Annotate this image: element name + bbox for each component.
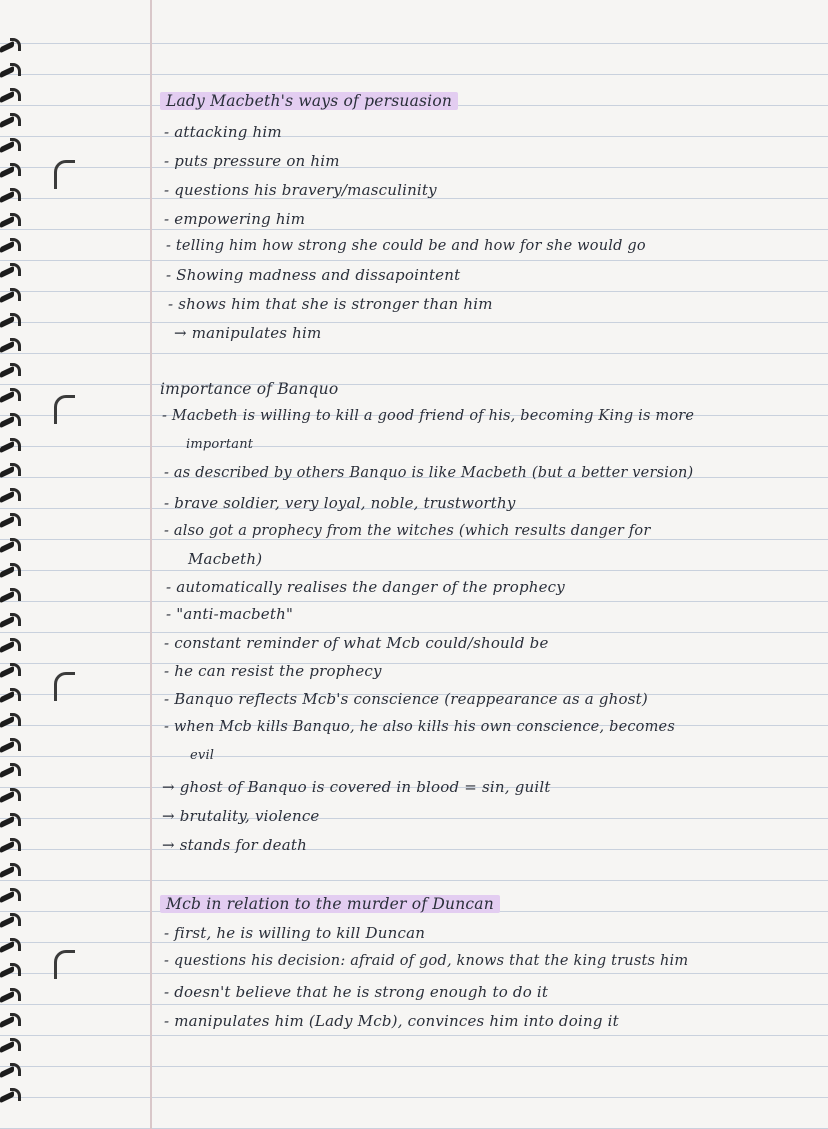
spiral-hook <box>0 538 22 552</box>
spiral-hook <box>0 863 22 877</box>
binder-hole <box>54 160 75 189</box>
note-line: → ghost of Banquo is covered in blood = sin, guilt <box>162 778 551 796</box>
spiral-hook <box>0 913 22 927</box>
spiral-hook <box>0 513 22 527</box>
spiral-hook <box>0 1088 22 1102</box>
spiral-hook <box>0 838 22 852</box>
note-line: - doesn't believe that he is strong enough to do it <box>164 983 549 1001</box>
spiral-hook <box>0 313 22 327</box>
spiral-hook <box>0 588 22 602</box>
note-line: - "anti-macbeth" <box>166 605 294 623</box>
note-line: - he can resist the prophecy <box>164 662 382 680</box>
spiral-hook <box>0 638 22 652</box>
spiral-binding <box>0 0 22 1129</box>
spiral-hook <box>0 763 22 777</box>
note-line: - automatically realises the danger of the prophecy <box>166 578 565 596</box>
binder-hole <box>54 950 75 979</box>
note-line: - first, he is willing to kill Duncan <box>164 924 426 942</box>
note-line: - brave soldier, very loyal, noble, trustworthy <box>164 494 516 512</box>
spiral-hook <box>0 263 22 277</box>
binder-hole <box>54 395 75 424</box>
note-line: - when Mcb kills Banquo, he also kills his own conscience, becomes <box>164 719 675 735</box>
spiral-hook <box>0 288 22 302</box>
binder-hole <box>54 672 75 701</box>
note-line: important <box>186 437 254 452</box>
note-line: - questions his decision: afraid of god, knows that the king trusts him <box>164 953 689 969</box>
spiral-hook <box>0 188 22 202</box>
note-line: → stands for death <box>162 836 307 854</box>
spiral-hook <box>0 613 22 627</box>
note-line: - Banquo reflects Mcb's conscience (reappearance as a ghost) <box>164 690 648 708</box>
spiral-hook <box>0 138 22 152</box>
note-line: - as described by others Banquo is like Macbeth (but a better version) <box>164 465 694 481</box>
spiral-hook <box>0 1038 22 1052</box>
note-line: - questions his bravery/masculinity <box>164 181 437 199</box>
note-line: - constant reminder of what Mcb could/should be <box>164 634 549 652</box>
section-heading: Mcb in relation to the murder of Duncan <box>160 895 500 913</box>
note-line: - manipulates him (Lady Mcb), convinces him into doing it <box>164 1012 619 1030</box>
spiral-hook <box>0 238 22 252</box>
spiral-hook <box>0 413 22 427</box>
spiral-hook <box>0 363 22 377</box>
spiral-hook <box>0 388 22 402</box>
spiral-hook <box>0 688 22 702</box>
spiral-hook <box>0 1063 22 1077</box>
note-line: - telling him how strong she could be and how for she would go <box>166 238 646 254</box>
spiral-hook <box>0 488 22 502</box>
spiral-hook <box>0 813 22 827</box>
note-line: - attacking him <box>164 123 282 141</box>
section-heading: Lady Macbeth's ways of persuasion <box>160 92 458 110</box>
section-heading: importance of Banquo <box>160 380 339 398</box>
spiral-hook <box>0 438 22 452</box>
note-line: - empowering him <box>164 210 306 228</box>
spiral-hook <box>0 38 22 52</box>
spiral-hook <box>0 963 22 977</box>
spiral-hook <box>0 563 22 577</box>
spiral-hook <box>0 663 22 677</box>
spiral-hook <box>0 788 22 802</box>
spiral-hook <box>0 938 22 952</box>
spiral-hook <box>0 713 22 727</box>
spiral-hook <box>0 988 22 1002</box>
note-line: → manipulates him <box>174 324 322 342</box>
spiral-hook <box>0 88 22 102</box>
margin-line <box>150 0 152 1129</box>
spiral-hook <box>0 463 22 477</box>
spiral-hook <box>0 213 22 227</box>
note-line: - Showing madness and dissapointent <box>166 266 461 284</box>
spiral-hook <box>0 888 22 902</box>
spiral-hook <box>0 63 22 77</box>
note-line: - also got a prophecy from the witches (which results danger for <box>164 523 651 539</box>
spiral-hook <box>0 338 22 352</box>
note-line: - puts pressure on him <box>164 152 340 170</box>
note-line: - Macbeth is willing to kill a good friend of his, becoming King is more <box>162 408 695 424</box>
spiral-hook <box>0 1013 22 1027</box>
note-line: Macbeth) <box>188 550 263 568</box>
spiral-hook <box>0 738 22 752</box>
note-line: - shows him that she is stronger than him <box>168 295 493 313</box>
spiral-hook <box>0 163 22 177</box>
spiral-hook <box>0 113 22 127</box>
note-line: → brutality, violence <box>162 807 320 825</box>
note-line: evil <box>190 748 215 763</box>
